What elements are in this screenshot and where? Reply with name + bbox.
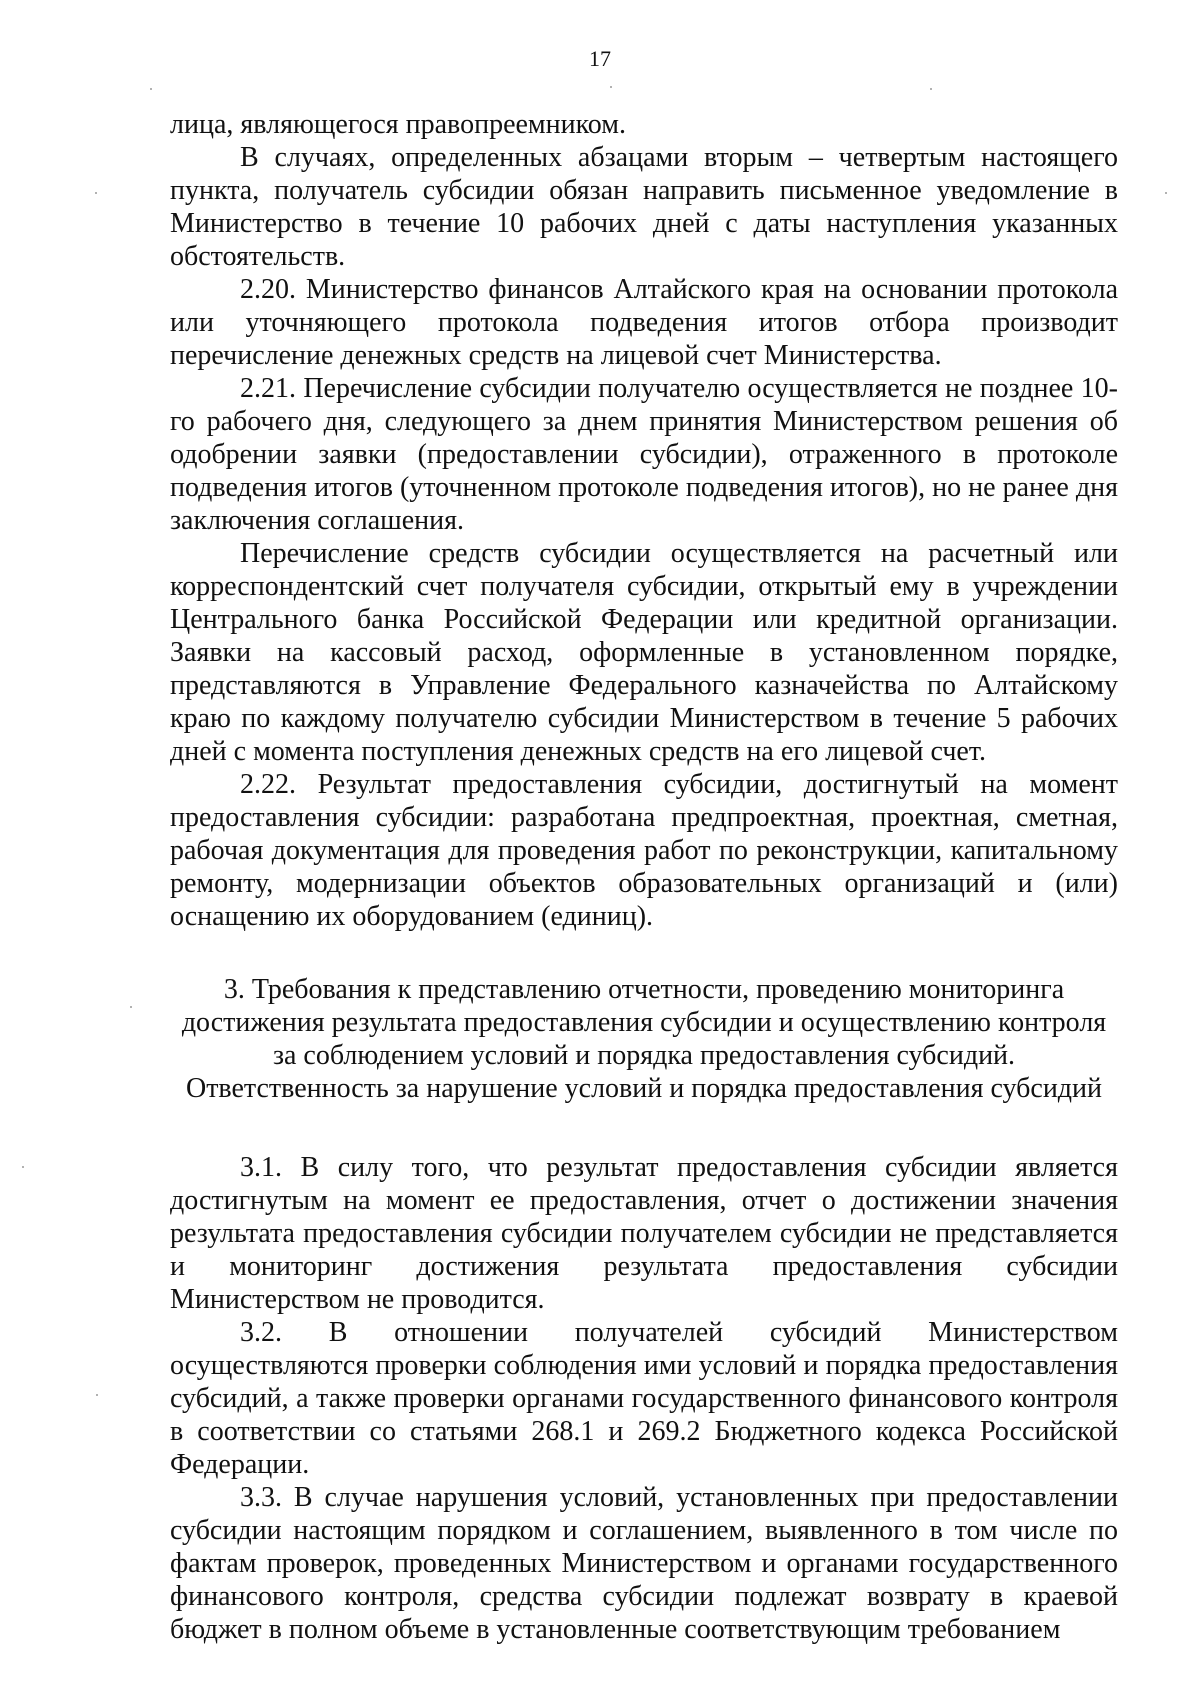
document-body — [170, 108, 1118, 1646]
section-heading-line: за соблюдением условий и порядка предоставления субсидий. — [272, 1040, 1016, 1071]
section-heading-line: достижения результата предоставления субсидии и осуществлению контроля — [181, 1007, 1107, 1038]
paragraph-2-22: 2.22. Результат предоставления субсидии, достигнутый на момент предоставления субсидии: разработана предпроектная, проектная, сметная, рабочая документация для проведения работ по реконструкции, капитальному ремонту, модернизации объектов образовательных организаций и (или) оснащению их оборудованием (единиц). — [170, 769, 1118, 932]
section-3-heading — [170, 973, 1118, 1105]
page-number: 17 — [589, 46, 611, 71]
paragraph-3-2: 3.2. В отношении получателей субсидий Министерством осуществляются проверки соблюдения ими условий и порядка предоставления субсидий, а также проверки органами государственного финансового контроля в соответствии со статьями 268.1 и 269.2 Бюджетного кодекса Российской Федерации. — [170, 1317, 1118, 1480]
paragraph-continuation: лица, являющегося правопреемником. — [170, 109, 626, 140]
paragraph-2-21: 2.21. Перечисление субсидии получателю осуществляется не позднее 10-го рабочего дня, следующего за днем принятия Министерством решения об одобрении заявки (предоставлении субсидии), отраженного в протоколе подведения итогов (уточненном протоколе подведения итогов), но не ранее дня заключения соглашения. — [170, 373, 1118, 536]
section-heading-line: 3. Требования к представлению отчетности, проведению мониторинга — [223, 974, 1065, 1005]
section-heading-line: Ответственность за нарушение условий и порядка предоставления субсидий — [185, 1073, 1103, 1104]
paragraph-3-3: 3.3. В случае нарушения условий, установленных при предоставлении субсидии настоящим порядком и соглашением, выявленного в том числе по фактам проверок, проведенных Министерством и органами государственного финансового контроля, средства субсидии подлежат возврату в краевой бюджет в полном объеме в установленные соответствующим требованием — [170, 1482, 1118, 1645]
paragraph-notification-duty: В случаях, определенных абзацами вторым – четвертым настоящего пункта, получатель субсидии обязан направить письменное уведомление в Министерство в течение 10 рабочих дней с даты наступления указанных обстоятельств. — [170, 142, 1118, 272]
paragraph-2-20: 2.20. Министерство финансов Алтайского края на основании протокола или уточняющего протокола подведения итогов отбора производит перечисление денежных средств на лицевой счет Министерства. — [170, 274, 1118, 371]
paragraph-3-1: 3.1. В силу того, что результат предоставления субсидии является достигнутым на момент ее предоставления, отчет о достижении значения результата предоставления субсидии получателем субсидии не представляется и мониторинг достижения результата предоставления субсидии Министерством не проводится. — [170, 1152, 1118, 1315]
paragraph-transfer-account: Перечисление средств субсидии осуществляется на расчетный или корреспондентский счет получателя субсидии, открытый ему в учреждении Центрального банка Российской Федерации или кредитной организации. Заявки на кассовый расход, оформленные в установленном порядке, представляются в Управление Федерального казначейства по Алтайскому краю по каждому получателю субсидии Министерством в течение 5 рабочих дней с момента поступления денежных средств на его лицевой счет. — [170, 538, 1118, 767]
